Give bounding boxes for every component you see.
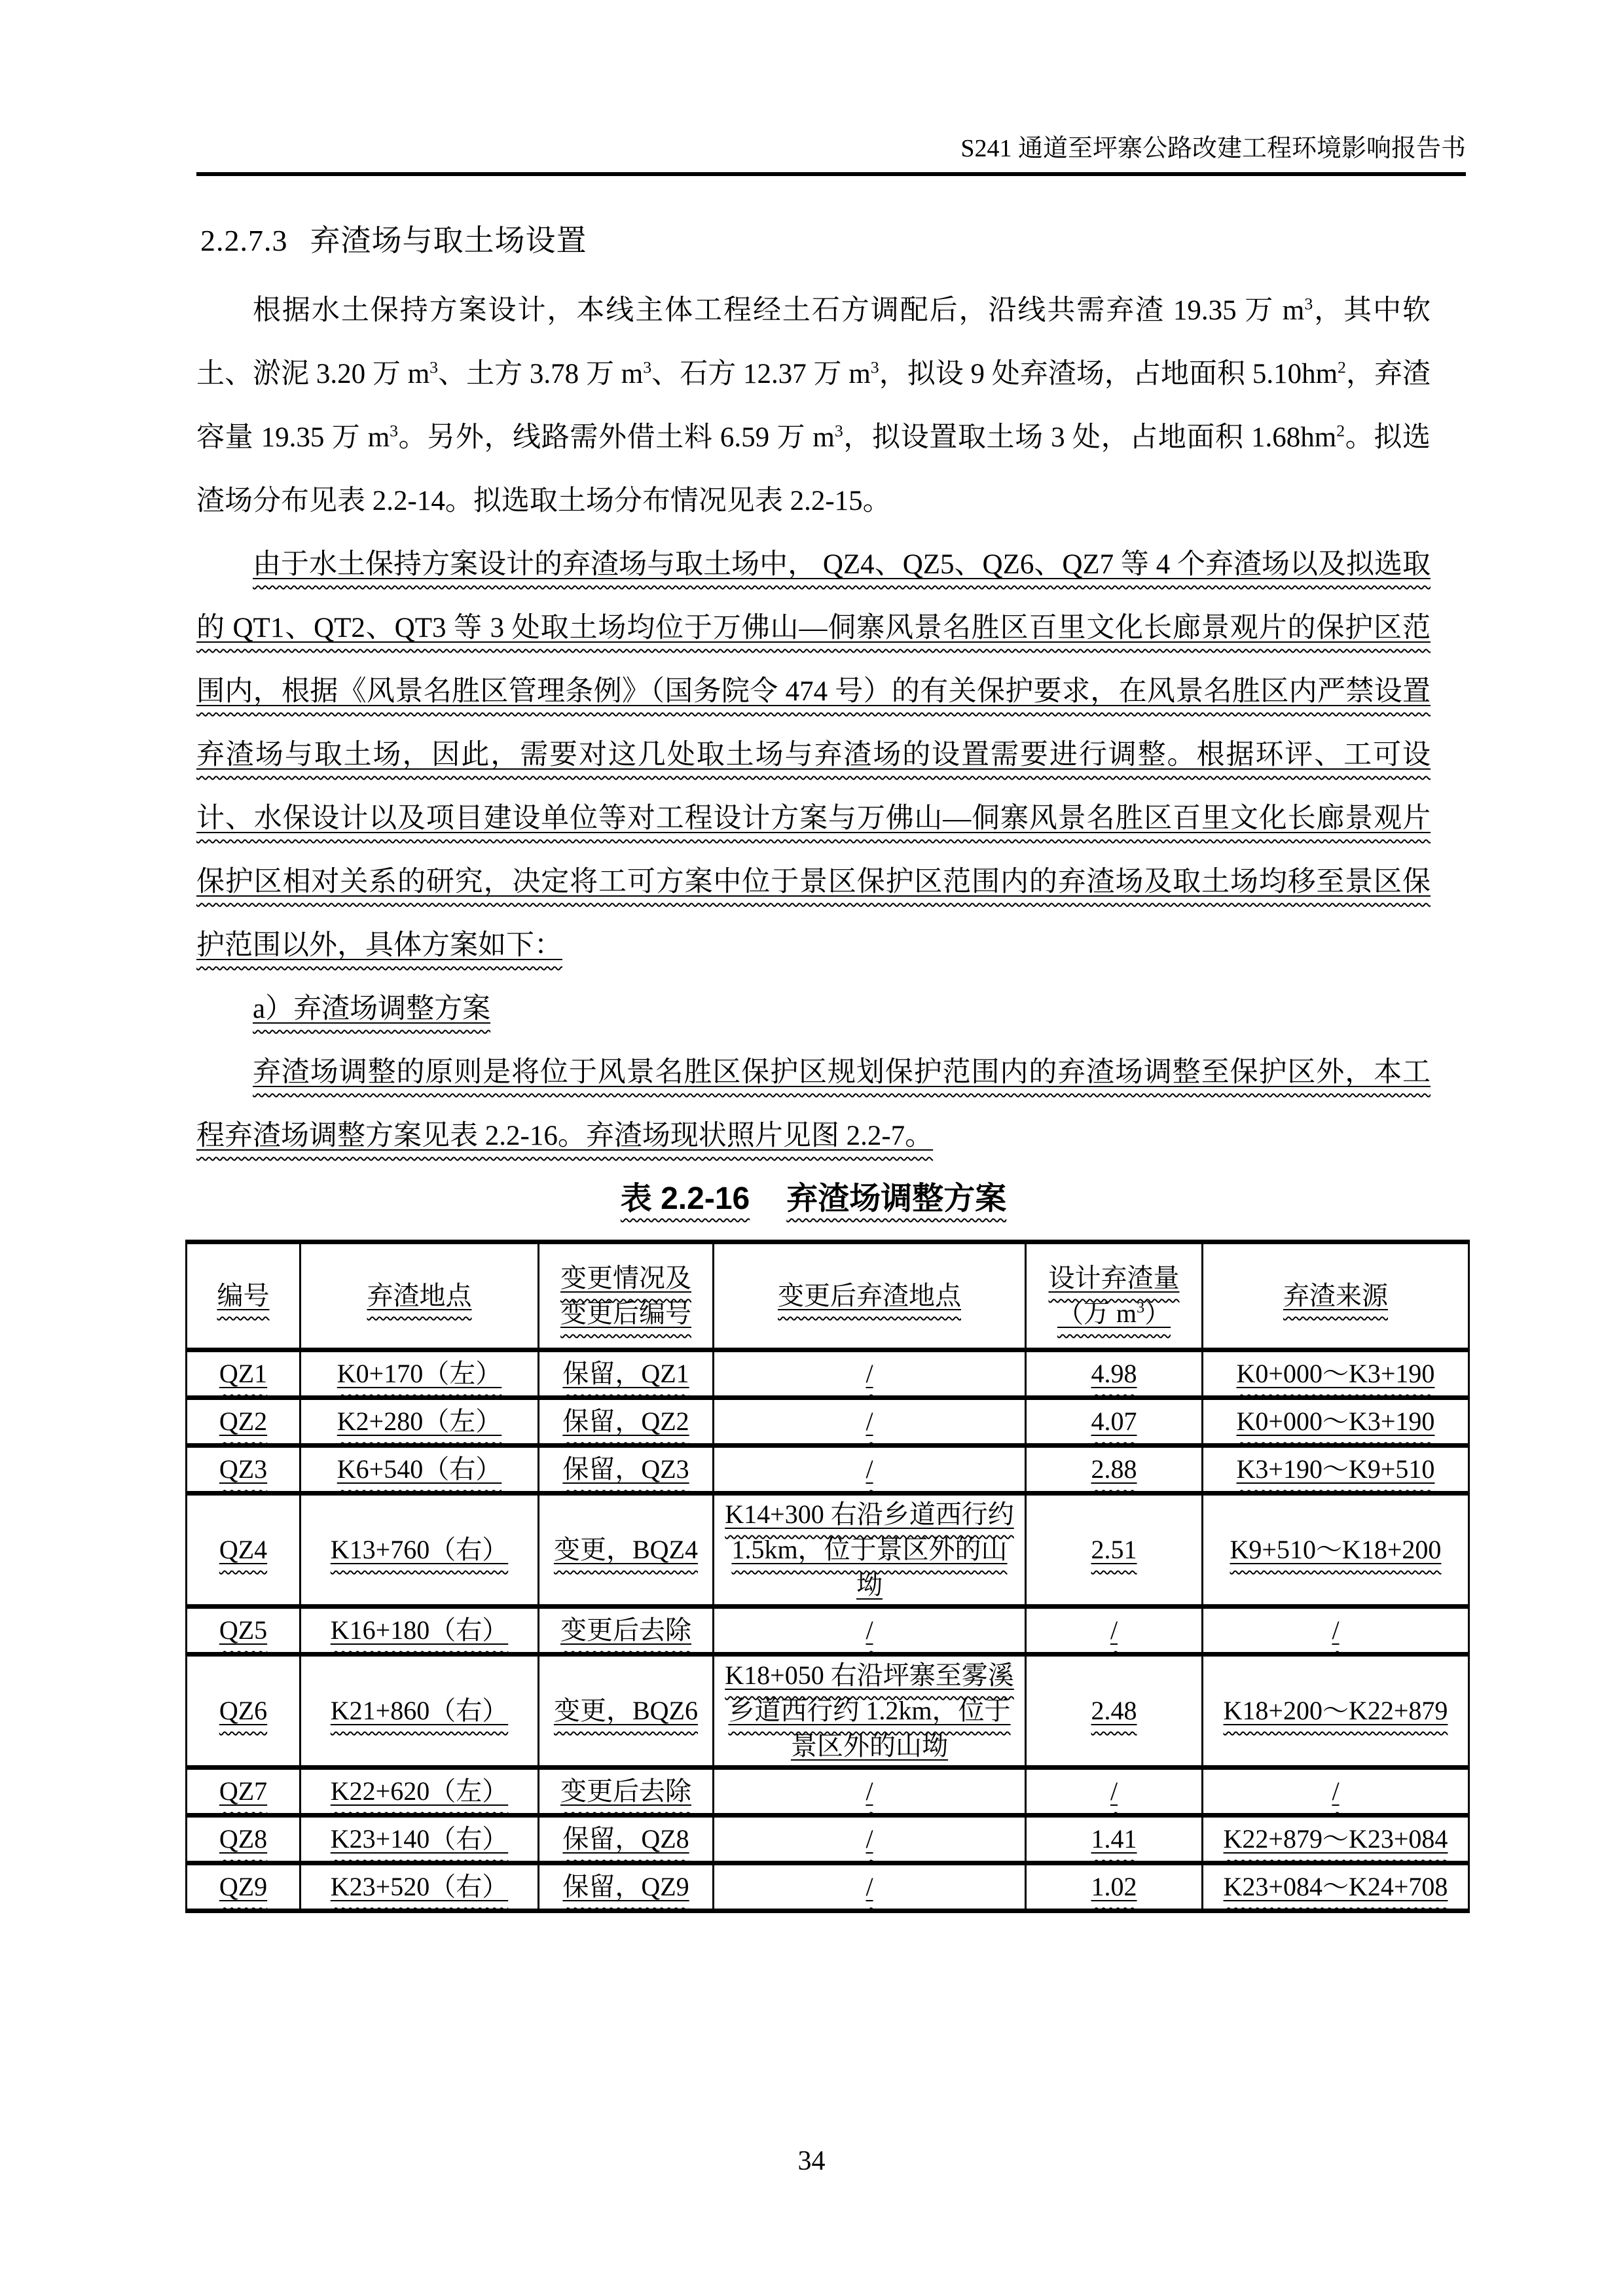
table-row bbox=[187, 1655, 1469, 1768]
paragraph-4-text: 弃渣场调整的原则是将位于风景名胜区保护区规划保护范围内的弃渣场调整至保护区外，本工程弃渣场调整方案见表 2.2-16。弃渣场现状照片见图 2.2-7。 bbox=[196, 1057, 1431, 1151]
cell-volume: 2.88 bbox=[1026, 1446, 1203, 1494]
col-header-new-site: 变更后弃渣地点 bbox=[714, 1242, 1026, 1350]
table-row bbox=[187, 1768, 1469, 1816]
cell-volume: 2.48 bbox=[1026, 1655, 1203, 1768]
cell-source: K9+510～K18+200 bbox=[1203, 1494, 1469, 1607]
page-number: 34 bbox=[797, 2146, 826, 2176]
cell-id: QZ9 bbox=[187, 1863, 301, 1911]
cell-source: K23+084～K24+708 bbox=[1203, 1863, 1469, 1911]
cell-change: 保留，QZ8 bbox=[539, 1816, 714, 1863]
cell-id: QZ8 bbox=[187, 1816, 301, 1863]
cell-id: QZ7 bbox=[187, 1768, 301, 1816]
cell-source: K0+000～K3+190 bbox=[1203, 1398, 1469, 1446]
page-header bbox=[196, 133, 1466, 176]
cell-change: 变更后去除 bbox=[539, 1607, 714, 1655]
cell-change: 保留，QZ9 bbox=[539, 1863, 714, 1911]
table-row bbox=[187, 1607, 1469, 1655]
cell-change: 变更，BQZ4 bbox=[539, 1494, 714, 1607]
table-caption bbox=[196, 1178, 1431, 1220]
cell-change: 保留，QZ3 bbox=[539, 1446, 714, 1494]
cell-new-site: / bbox=[714, 1768, 1026, 1816]
cell-source: K18+200～K22+879 bbox=[1203, 1655, 1469, 1768]
cell-source: K22+879～K23+084 bbox=[1203, 1816, 1469, 1863]
table-header-row bbox=[187, 1242, 1469, 1350]
paragraph-3-text: a）弃渣场调整方案 bbox=[253, 994, 491, 1024]
table-caption-label: 表 2.2-16 bbox=[620, 1181, 750, 1216]
paragraph-1: 根据水土保持方案设计，本线主体工程经土石方调配后，沿线共需弃渣 19.35 万 $m^3$，其中软土、淤泥 3.20 万 $m^3$、土方 3.78 万 $m^3$、石方 12.37 万 $m^3$，拟设 9 处弃渣场，占地面积 $5.10hm^2$，弃渣容量 19.35 万 $m^3$。另外，线路需外借土料 6.59 万 $m^3$，拟设置取土场 3 处，占地面积 $1.68hm^2$。拟选渣场分布见表 2.2-14。拟选取土场分布情况见表 2.2-15。 bbox=[196, 294, 1431, 516]
cell-site: K0+170（左） bbox=[301, 1350, 539, 1398]
cell-source: K3+190～K9+510 bbox=[1203, 1446, 1469, 1494]
cell-id: QZ2 bbox=[187, 1398, 301, 1446]
cell-id: QZ3 bbox=[187, 1446, 301, 1494]
cell-site: K23+520（右） bbox=[301, 1863, 539, 1911]
cell-new-site: K18+050 右沿坪寨至雾溪乡道西行约 1.2km，位于景区外的山坳 bbox=[714, 1655, 1026, 1768]
table-row bbox=[187, 1816, 1469, 1863]
cell-new-site: / bbox=[714, 1607, 1026, 1655]
cell-id: QZ4 bbox=[187, 1494, 301, 1607]
col-header-site: 弃渣地点 bbox=[301, 1242, 539, 1350]
paragraph-2 bbox=[196, 533, 1431, 977]
cell-site: K16+180（右） bbox=[301, 1607, 539, 1655]
table-row bbox=[187, 1446, 1469, 1494]
cell-site: K13+760（右） bbox=[301, 1494, 539, 1607]
cell-id: QZ1 bbox=[187, 1350, 301, 1398]
cell-volume: / bbox=[1026, 1768, 1203, 1816]
section-title: 弃渣场与取土场设置 bbox=[310, 224, 587, 257]
table-caption-title: 弃渣场调整方案 bbox=[786, 1181, 1007, 1216]
cell-volume: / bbox=[1026, 1607, 1203, 1655]
table-row bbox=[187, 1863, 1469, 1911]
cell-id: QZ6 bbox=[187, 1655, 301, 1768]
cell-new-site: / bbox=[714, 1863, 1026, 1911]
cell-new-site: / bbox=[714, 1398, 1026, 1446]
adjustment-table-wrapper bbox=[185, 1240, 1468, 1913]
cell-site: K6+540（右） bbox=[301, 1446, 539, 1494]
paragraph-4 bbox=[196, 1041, 1431, 1168]
cell-volume: 1.41 bbox=[1026, 1816, 1203, 1863]
cell-volume: 4.07 bbox=[1026, 1398, 1203, 1446]
cell-site: K22+620（左） bbox=[301, 1768, 539, 1816]
cell-change: 保留，QZ1 bbox=[539, 1350, 714, 1398]
cell-volume: 1.02 bbox=[1026, 1863, 1203, 1911]
col-header-change: 变更情况及变更后编号 bbox=[539, 1242, 714, 1350]
table-row bbox=[187, 1494, 1469, 1607]
report-title: S241 通道至坪寨公路改建工程环境影响报告书 bbox=[960, 135, 1466, 162]
cell-site: K2+280（左） bbox=[301, 1398, 539, 1446]
col-header-volume: 设计弃渣量（万 $m^3$） bbox=[1026, 1242, 1203, 1350]
cell-id: QZ5 bbox=[187, 1607, 301, 1655]
cell-site: K21+860（右） bbox=[301, 1655, 539, 1768]
cell-volume: 2.51 bbox=[1026, 1494, 1203, 1607]
cell-change: 变更后去除 bbox=[539, 1768, 714, 1816]
cell-source: / bbox=[1203, 1768, 1469, 1816]
table-row bbox=[187, 1398, 1469, 1446]
section-number: 2.2.7.3 bbox=[200, 224, 288, 257]
cell-new-site: / bbox=[714, 1816, 1026, 1863]
cell-site: K23+140（右） bbox=[301, 1816, 539, 1863]
cell-new-site: / bbox=[714, 1446, 1026, 1494]
cell-new-site: / bbox=[714, 1350, 1026, 1398]
cell-source: / bbox=[1203, 1607, 1469, 1655]
cell-volume: 4.98 bbox=[1026, 1350, 1203, 1398]
table-row bbox=[187, 1350, 1469, 1398]
paragraph-3 bbox=[196, 977, 1431, 1041]
col-header-source: 弃渣来源 bbox=[1203, 1242, 1469, 1350]
paragraph-2-text: 由于水土保持方案设计的弃渣场与取土场中， QZ4、QZ5、QZ6、QZ7 等 4 个弃渣场以及拟选取的 QT1、QT2、QT3 等 3 处取土场均位于万佛山—侗寨风景名胜区百里文化长廊景观片的保护区范围内，根据《风景名胜区管理条例》（国务院令 474 号）的有关保护要求，在风景名胜区内严禁设置弃渣场与取土场，因此，需要对这几处取土场与弃渣场的设置需要进行调整。根据环评、工可设计、水保设计以及项目建设单位等对工程设计方案与万佛山—侗寨风景名胜区百里文化长廊景观片保护区相对关系的研究，决定将工可方案中位于景区保护区范围内的弃渣场及取土场均移至景区保护范围以外，具体方案如下： bbox=[196, 549, 1431, 961]
cell-new-site: K14+300 右沿乡道西行约 1.5km，位于景区外的山坳 bbox=[714, 1494, 1026, 1607]
col-header-id: 编号 bbox=[187, 1242, 301, 1350]
cell-source: K0+000～K3+190 bbox=[1203, 1350, 1469, 1398]
page-content bbox=[196, 221, 1448, 1913]
cell-change: 变更，BQZ6 bbox=[539, 1655, 714, 1768]
cell-change: 保留，QZ2 bbox=[539, 1398, 714, 1446]
section-heading bbox=[200, 221, 1431, 260]
adjustment-table bbox=[185, 1240, 1470, 1913]
